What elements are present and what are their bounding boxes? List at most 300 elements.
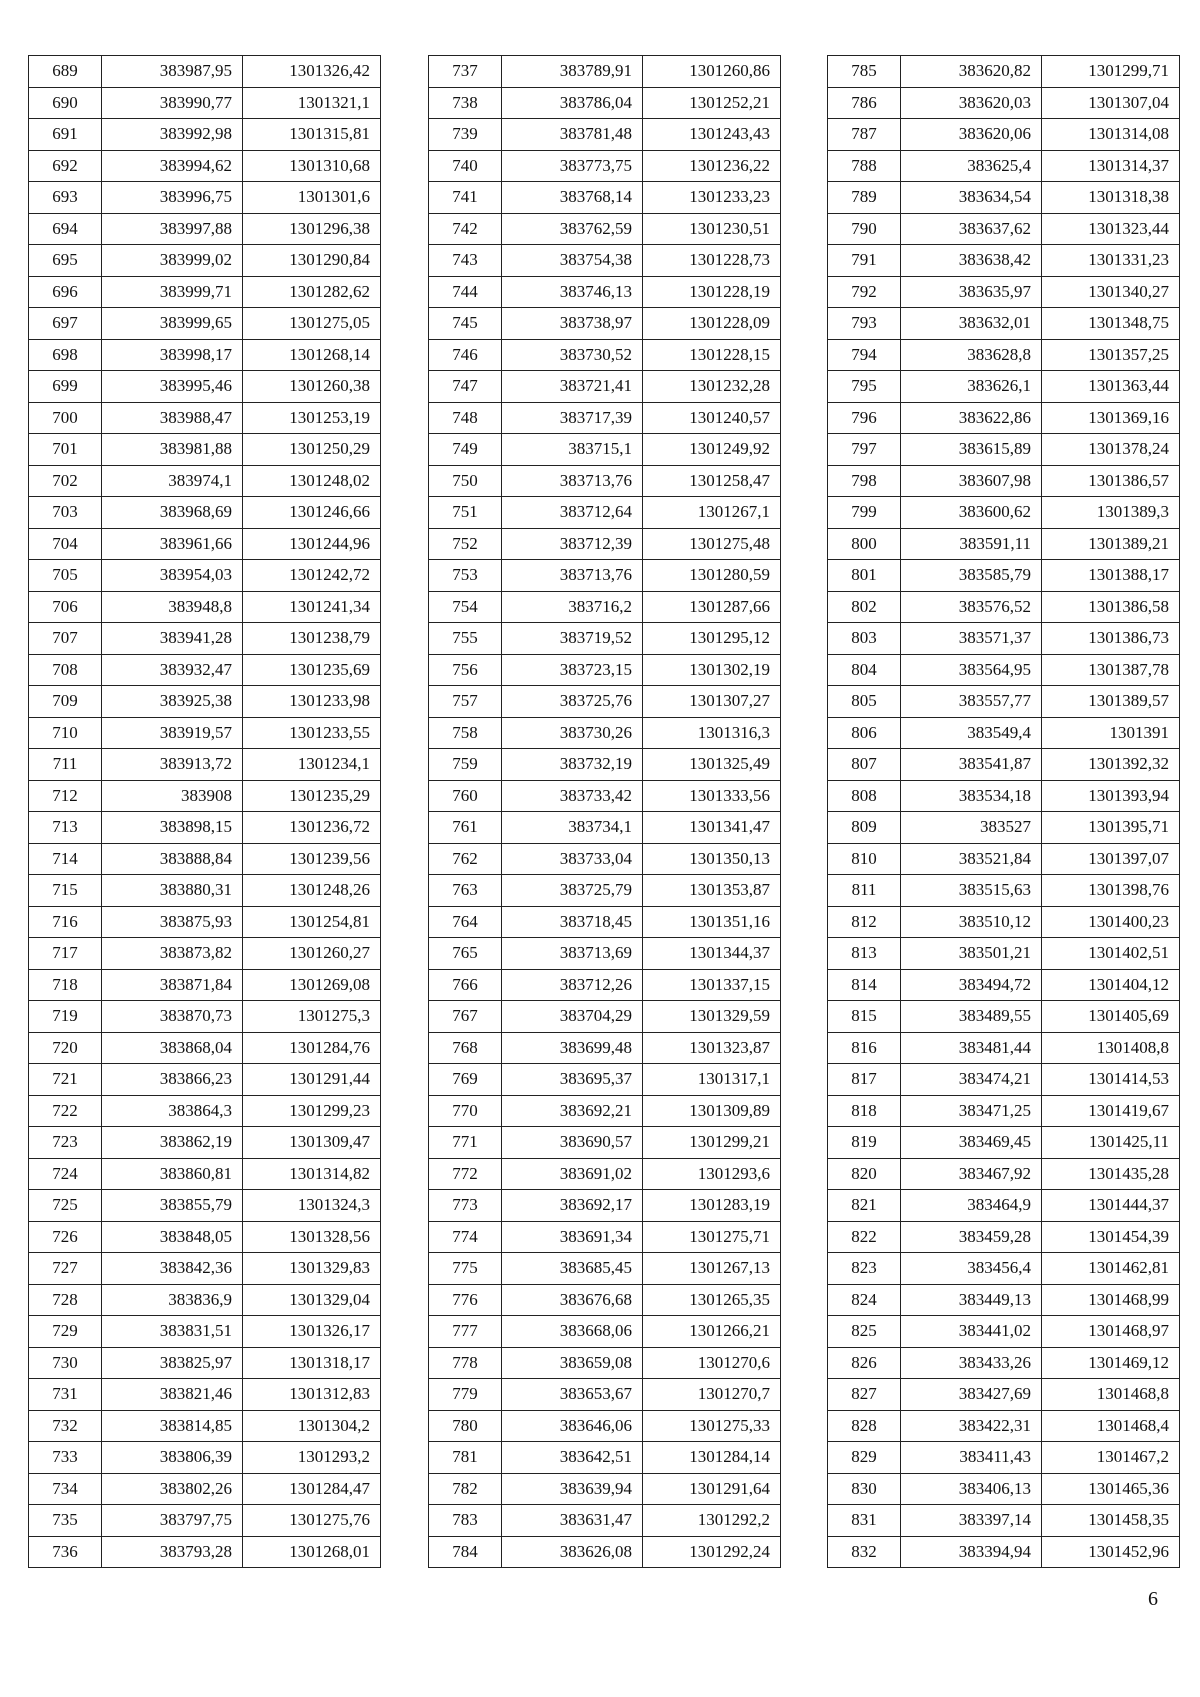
x-coordinate-cell: 383821,46 [102, 1379, 243, 1411]
x-coordinate-cell: 383494,72 [901, 969, 1042, 1001]
x-coordinate-cell: 383699,48 [502, 1032, 643, 1064]
x-coordinate-cell: 383773,75 [502, 150, 643, 182]
point-number-cell: 697 [29, 308, 102, 340]
y-coordinate-cell: 1301275,71 [643, 1221, 781, 1253]
point-number-cell: 696 [29, 276, 102, 308]
table-row [429, 591, 781, 623]
x-coordinate-cell: 383676,68 [502, 1284, 643, 1316]
table-row [29, 371, 381, 403]
y-coordinate-cell: 1301252,21 [643, 87, 781, 119]
x-coordinate-cell: 383715,1 [502, 434, 643, 466]
x-coordinate-cell: 383908 [102, 780, 243, 812]
y-coordinate-cell: 1301329,83 [243, 1253, 381, 1285]
x-coordinate-cell: 383948,8 [102, 591, 243, 623]
table-row [828, 56, 1180, 88]
point-number-cell: 746 [429, 339, 502, 371]
point-number-cell: 715 [29, 875, 102, 907]
y-coordinate-cell: 1301233,23 [643, 182, 781, 214]
x-coordinate-cell: 383754,38 [502, 245, 643, 277]
y-coordinate-cell: 1301331,23 [1042, 245, 1180, 277]
point-number-cell: 794 [828, 339, 901, 371]
table-row [429, 1190, 781, 1222]
point-number-cell: 810 [828, 843, 901, 875]
point-number-cell: 768 [429, 1032, 502, 1064]
point-number-cell: 711 [29, 749, 102, 781]
x-coordinate-cell: 383691,34 [502, 1221, 643, 1253]
y-coordinate-cell: 1301265,35 [643, 1284, 781, 1316]
y-coordinate-cell: 1301250,29 [243, 434, 381, 466]
point-number-cell: 764 [429, 906, 502, 938]
table-row [828, 1505, 1180, 1537]
y-coordinate-cell: 1301260,38 [243, 371, 381, 403]
table-row [828, 402, 1180, 434]
point-number-cell: 702 [29, 465, 102, 497]
table-row [828, 560, 1180, 592]
x-coordinate-cell: 383527 [901, 812, 1042, 844]
y-coordinate-cell: 1301242,72 [243, 560, 381, 592]
point-number-cell: 776 [429, 1284, 502, 1316]
x-coordinate-cell: 383746,13 [502, 276, 643, 308]
y-coordinate-cell: 1301310,68 [243, 150, 381, 182]
x-coordinate-cell: 383449,13 [901, 1284, 1042, 1316]
y-coordinate-cell: 1301341,47 [643, 812, 781, 844]
point-number-cell: 728 [29, 1284, 102, 1316]
y-coordinate-cell: 1301299,23 [243, 1095, 381, 1127]
coordinates-table-1 [28, 55, 381, 1568]
y-coordinate-cell: 1301291,64 [643, 1473, 781, 1505]
x-coordinate-cell: 383864,3 [102, 1095, 243, 1127]
table-row [828, 150, 1180, 182]
point-number-cell: 763 [429, 875, 502, 907]
point-number-cell: 760 [429, 780, 502, 812]
y-coordinate-cell: 1301295,12 [643, 623, 781, 655]
point-number-cell: 795 [828, 371, 901, 403]
table-row [429, 938, 781, 970]
point-number-cell: 710 [29, 717, 102, 749]
x-coordinate-cell: 383638,42 [901, 245, 1042, 277]
y-coordinate-cell: 1301293,2 [243, 1442, 381, 1474]
point-number-cell: 721 [29, 1064, 102, 1096]
table-row [429, 87, 781, 119]
point-number-cell: 758 [429, 717, 502, 749]
y-coordinate-cell: 1301270,7 [643, 1379, 781, 1411]
y-coordinate-cell: 1301318,38 [1042, 182, 1180, 214]
x-coordinate-cell: 383653,67 [502, 1379, 643, 1411]
point-number-cell: 716 [29, 906, 102, 938]
table-row [29, 213, 381, 245]
y-coordinate-cell: 1301290,84 [243, 245, 381, 277]
point-number-cell: 690 [29, 87, 102, 119]
point-number-cell: 714 [29, 843, 102, 875]
table-row [429, 969, 781, 1001]
x-coordinate-cell: 383888,84 [102, 843, 243, 875]
x-coordinate-cell: 383637,62 [901, 213, 1042, 245]
table-row [828, 1410, 1180, 1442]
y-coordinate-cell: 1301248,02 [243, 465, 381, 497]
y-coordinate-cell: 1301468,4 [1042, 1410, 1180, 1442]
x-coordinate-cell: 383576,52 [901, 591, 1042, 623]
x-coordinate-cell: 383469,45 [901, 1127, 1042, 1159]
point-number-cell: 759 [429, 749, 502, 781]
table-row [429, 1064, 781, 1096]
x-coordinate-cell: 383625,4 [901, 150, 1042, 182]
x-coordinate-cell: 383718,45 [502, 906, 643, 938]
point-number-cell: 706 [29, 591, 102, 623]
y-coordinate-cell: 1301267,13 [643, 1253, 781, 1285]
table-row [828, 1064, 1180, 1096]
x-coordinate-cell: 383802,26 [102, 1473, 243, 1505]
y-coordinate-cell: 1301404,12 [1042, 969, 1180, 1001]
table-row [429, 182, 781, 214]
point-number-cell: 817 [828, 1064, 901, 1096]
point-number-cell: 708 [29, 654, 102, 686]
table-row [29, 969, 381, 1001]
table-row [429, 623, 781, 655]
x-coordinate-cell: 383997,88 [102, 213, 243, 245]
y-coordinate-cell: 1301302,19 [643, 654, 781, 686]
x-coordinate-cell: 383668,06 [502, 1316, 643, 1348]
x-coordinate-cell: 383721,41 [502, 371, 643, 403]
table-row [828, 780, 1180, 812]
point-number-cell: 781 [429, 1442, 502, 1474]
point-number-cell: 756 [429, 654, 502, 686]
y-coordinate-cell: 1301233,98 [243, 686, 381, 718]
y-coordinate-cell: 1301462,81 [1042, 1253, 1180, 1285]
x-coordinate-cell: 383725,79 [502, 875, 643, 907]
table-row [29, 1158, 381, 1190]
point-number-cell: 729 [29, 1316, 102, 1348]
y-coordinate-cell: 1301284,14 [643, 1442, 781, 1474]
table-row [29, 749, 381, 781]
table-row [29, 717, 381, 749]
table-row [828, 497, 1180, 529]
x-coordinate-cell: 383793,28 [102, 1536, 243, 1568]
table-row [828, 969, 1180, 1001]
y-coordinate-cell: 1301267,1 [643, 497, 781, 529]
x-coordinate-cell: 383713,76 [502, 560, 643, 592]
coordinates-table-2 [428, 55, 781, 1568]
point-number-cell: 695 [29, 245, 102, 277]
x-coordinate-cell: 383789,91 [502, 56, 643, 88]
table-row [429, 56, 781, 88]
table-row [29, 119, 381, 151]
table-row [429, 371, 781, 403]
point-number-cell: 787 [828, 119, 901, 151]
x-coordinate-cell: 383968,69 [102, 497, 243, 529]
table-row [29, 1095, 381, 1127]
point-number-cell: 732 [29, 1410, 102, 1442]
table-row [29, 623, 381, 655]
point-number-cell: 765 [429, 938, 502, 970]
point-number-cell: 820 [828, 1158, 901, 1190]
x-coordinate-cell: 383628,8 [901, 339, 1042, 371]
table-row [29, 654, 381, 686]
point-number-cell: 798 [828, 465, 901, 497]
y-coordinate-cell: 1301284,47 [243, 1473, 381, 1505]
y-coordinate-cell: 1301454,39 [1042, 1221, 1180, 1253]
point-number-cell: 829 [828, 1442, 901, 1474]
y-coordinate-cell: 1301244,96 [243, 528, 381, 560]
y-coordinate-cell: 1301309,89 [643, 1095, 781, 1127]
table-row [828, 1032, 1180, 1064]
table-row [828, 1536, 1180, 1568]
table-row [429, 1347, 781, 1379]
y-coordinate-cell: 1301236,72 [243, 812, 381, 844]
y-coordinate-cell: 1301275,3 [243, 1001, 381, 1033]
table-row [29, 1190, 381, 1222]
page-number: 6 [1148, 1588, 1158, 1610]
table-row [429, 245, 781, 277]
x-coordinate-cell: 383860,81 [102, 1158, 243, 1190]
x-coordinate-cell: 383868,04 [102, 1032, 243, 1064]
table-row [828, 371, 1180, 403]
table-row [828, 654, 1180, 686]
x-coordinate-cell: 383806,39 [102, 1442, 243, 1474]
point-number-cell: 705 [29, 560, 102, 592]
y-coordinate-cell: 1301275,48 [643, 528, 781, 560]
point-number-cell: 751 [429, 497, 502, 529]
table-row [429, 1284, 781, 1316]
y-coordinate-cell: 1301387,78 [1042, 654, 1180, 686]
table-row [429, 497, 781, 529]
x-coordinate-cell: 383954,03 [102, 560, 243, 592]
x-coordinate-cell: 383999,02 [102, 245, 243, 277]
x-coordinate-cell: 383510,12 [901, 906, 1042, 938]
x-coordinate-cell: 383690,57 [502, 1127, 643, 1159]
table-row [429, 119, 781, 151]
point-number-cell: 703 [29, 497, 102, 529]
x-coordinate-cell: 383615,89 [901, 434, 1042, 466]
x-coordinate-cell: 383642,51 [502, 1442, 643, 1474]
y-coordinate-cell: 1301249,92 [643, 434, 781, 466]
x-coordinate-cell: 383585,79 [901, 560, 1042, 592]
y-coordinate-cell: 1301253,19 [243, 402, 381, 434]
y-coordinate-cell: 1301386,57 [1042, 465, 1180, 497]
table-row [828, 1158, 1180, 1190]
point-number-cell: 780 [429, 1410, 502, 1442]
y-coordinate-cell: 1301321,1 [243, 87, 381, 119]
table-row [29, 339, 381, 371]
table-row [29, 560, 381, 592]
table-row [29, 1379, 381, 1411]
x-coordinate-cell: 383620,06 [901, 119, 1042, 151]
table-row [429, 560, 781, 592]
x-coordinate-cell: 383990,77 [102, 87, 243, 119]
table-row [29, 1001, 381, 1033]
x-coordinate-cell: 383515,63 [901, 875, 1042, 907]
y-coordinate-cell: 1301254,81 [243, 906, 381, 938]
point-number-cell: 777 [429, 1316, 502, 1348]
point-number-cell: 825 [828, 1316, 901, 1348]
point-number-cell: 693 [29, 182, 102, 214]
table-row [828, 276, 1180, 308]
point-number-cell: 803 [828, 623, 901, 655]
table-row [429, 654, 781, 686]
table-row [429, 308, 781, 340]
point-number-cell: 757 [429, 686, 502, 718]
table-row [429, 1536, 781, 1568]
x-coordinate-cell: 383786,04 [502, 87, 643, 119]
table-row [828, 1253, 1180, 1285]
point-number-cell: 726 [29, 1221, 102, 1253]
y-coordinate-cell: 1301287,66 [643, 591, 781, 623]
x-coordinate-cell: 383471,25 [901, 1095, 1042, 1127]
y-coordinate-cell: 1301389,3 [1042, 497, 1180, 529]
y-coordinate-cell: 1301299,21 [643, 1127, 781, 1159]
x-coordinate-cell: 383941,28 [102, 623, 243, 655]
x-coordinate-cell: 383456,4 [901, 1253, 1042, 1285]
table-row [29, 812, 381, 844]
table-row [29, 1536, 381, 1568]
x-coordinate-cell: 383571,37 [901, 623, 1042, 655]
y-coordinate-cell: 1301468,99 [1042, 1284, 1180, 1316]
point-number-cell: 723 [29, 1127, 102, 1159]
point-number-cell: 742 [429, 213, 502, 245]
table-row [29, 1505, 381, 1537]
y-coordinate-cell: 1301292,24 [643, 1536, 781, 1568]
y-coordinate-cell: 1301435,28 [1042, 1158, 1180, 1190]
point-number-cell: 744 [429, 276, 502, 308]
y-coordinate-cell: 1301386,73 [1042, 623, 1180, 655]
point-number-cell: 747 [429, 371, 502, 403]
table-row [429, 875, 781, 907]
point-number-cell: 749 [429, 434, 502, 466]
x-coordinate-cell: 383691,02 [502, 1158, 643, 1190]
table-row [29, 56, 381, 88]
table-row [29, 276, 381, 308]
point-number-cell: 831 [828, 1505, 901, 1537]
x-coordinate-cell: 383441,02 [901, 1316, 1042, 1348]
table-row [828, 1001, 1180, 1033]
point-number-cell: 796 [828, 402, 901, 434]
point-number-cell: 719 [29, 1001, 102, 1033]
x-coordinate-cell: 383870,73 [102, 1001, 243, 1033]
x-coordinate-cell: 383620,82 [901, 56, 1042, 88]
point-number-cell: 762 [429, 843, 502, 875]
table-row [828, 528, 1180, 560]
table-row [429, 1032, 781, 1064]
y-coordinate-cell: 1301458,35 [1042, 1505, 1180, 1537]
point-number-cell: 797 [828, 434, 901, 466]
y-coordinate-cell: 1301400,23 [1042, 906, 1180, 938]
y-coordinate-cell: 1301275,05 [243, 308, 381, 340]
y-coordinate-cell: 1301243,43 [643, 119, 781, 151]
table-row [29, 686, 381, 718]
y-coordinate-cell: 1301337,15 [643, 969, 781, 1001]
y-coordinate-cell: 1301393,94 [1042, 780, 1180, 812]
point-number-cell: 770 [429, 1095, 502, 1127]
point-number-cell: 778 [429, 1347, 502, 1379]
y-coordinate-cell: 1301452,96 [1042, 1536, 1180, 1568]
table-row [828, 1379, 1180, 1411]
x-coordinate-cell: 383501,21 [901, 938, 1042, 970]
y-coordinate-cell: 1301395,71 [1042, 812, 1180, 844]
point-number-cell: 771 [429, 1127, 502, 1159]
y-coordinate-cell: 1301323,44 [1042, 213, 1180, 245]
table-row [828, 686, 1180, 718]
y-coordinate-cell: 1301299,71 [1042, 56, 1180, 88]
table-row [429, 402, 781, 434]
y-coordinate-cell: 1301340,27 [1042, 276, 1180, 308]
table-row [828, 906, 1180, 938]
point-number-cell: 727 [29, 1253, 102, 1285]
point-number-cell: 733 [29, 1442, 102, 1474]
y-coordinate-cell: 1301392,32 [1042, 749, 1180, 781]
y-coordinate-cell: 1301304,2 [243, 1410, 381, 1442]
x-coordinate-cell: 383489,55 [901, 1001, 1042, 1033]
x-coordinate-cell: 383406,13 [901, 1473, 1042, 1505]
table-row [828, 843, 1180, 875]
point-number-cell: 753 [429, 560, 502, 592]
y-coordinate-cell: 1301314,37 [1042, 150, 1180, 182]
x-coordinate-cell: 383862,19 [102, 1127, 243, 1159]
table-row [429, 1127, 781, 1159]
point-number-cell: 811 [828, 875, 901, 907]
point-number-cell: 750 [429, 465, 502, 497]
point-number-cell: 701 [29, 434, 102, 466]
x-coordinate-cell: 383848,05 [102, 1221, 243, 1253]
coordinates-table-3 [827, 55, 1180, 1568]
x-coordinate-cell: 383716,2 [502, 591, 643, 623]
point-number-cell: 767 [429, 1001, 502, 1033]
point-number-cell: 722 [29, 1095, 102, 1127]
table-row [828, 1284, 1180, 1316]
table-row [29, 1284, 381, 1316]
y-coordinate-cell: 1301378,24 [1042, 434, 1180, 466]
table-row [429, 686, 781, 718]
y-coordinate-cell: 1301468,97 [1042, 1316, 1180, 1348]
x-coordinate-cell: 383427,69 [901, 1379, 1042, 1411]
point-number-cell: 784 [429, 1536, 502, 1568]
y-coordinate-cell: 1301318,17 [243, 1347, 381, 1379]
point-number-cell: 752 [429, 528, 502, 560]
point-number-cell: 717 [29, 938, 102, 970]
y-coordinate-cell: 1301234,1 [243, 749, 381, 781]
y-coordinate-cell: 1301329,04 [243, 1284, 381, 1316]
table-row [429, 843, 781, 875]
point-number-cell: 815 [828, 1001, 901, 1033]
x-coordinate-cell: 383632,01 [901, 308, 1042, 340]
table-row [429, 906, 781, 938]
x-coordinate-cell: 383394,94 [901, 1536, 1042, 1568]
y-coordinate-cell: 1301307,27 [643, 686, 781, 718]
x-coordinate-cell: 383712,26 [502, 969, 643, 1001]
point-number-cell: 735 [29, 1505, 102, 1537]
x-coordinate-cell: 383998,17 [102, 339, 243, 371]
x-coordinate-cell: 383521,84 [901, 843, 1042, 875]
table-row [29, 1221, 381, 1253]
x-coordinate-cell: 383762,59 [502, 213, 643, 245]
table-row [828, 591, 1180, 623]
y-coordinate-cell: 1301266,21 [643, 1316, 781, 1348]
y-coordinate-cell: 1301248,26 [243, 875, 381, 907]
table-row [29, 528, 381, 560]
y-coordinate-cell: 1301326,42 [243, 56, 381, 88]
table-row [828, 1442, 1180, 1474]
table-row [828, 749, 1180, 781]
table-row [29, 591, 381, 623]
y-coordinate-cell: 1301389,57 [1042, 686, 1180, 718]
point-number-cell: 800 [828, 528, 901, 560]
table-row [828, 938, 1180, 970]
point-number-cell: 804 [828, 654, 901, 686]
x-coordinate-cell: 383913,72 [102, 749, 243, 781]
y-coordinate-cell: 1301408,8 [1042, 1032, 1180, 1064]
table-row [429, 1253, 781, 1285]
table-row [828, 875, 1180, 907]
x-coordinate-cell: 383831,51 [102, 1316, 243, 1348]
y-coordinate-cell: 1301326,17 [243, 1316, 381, 1348]
